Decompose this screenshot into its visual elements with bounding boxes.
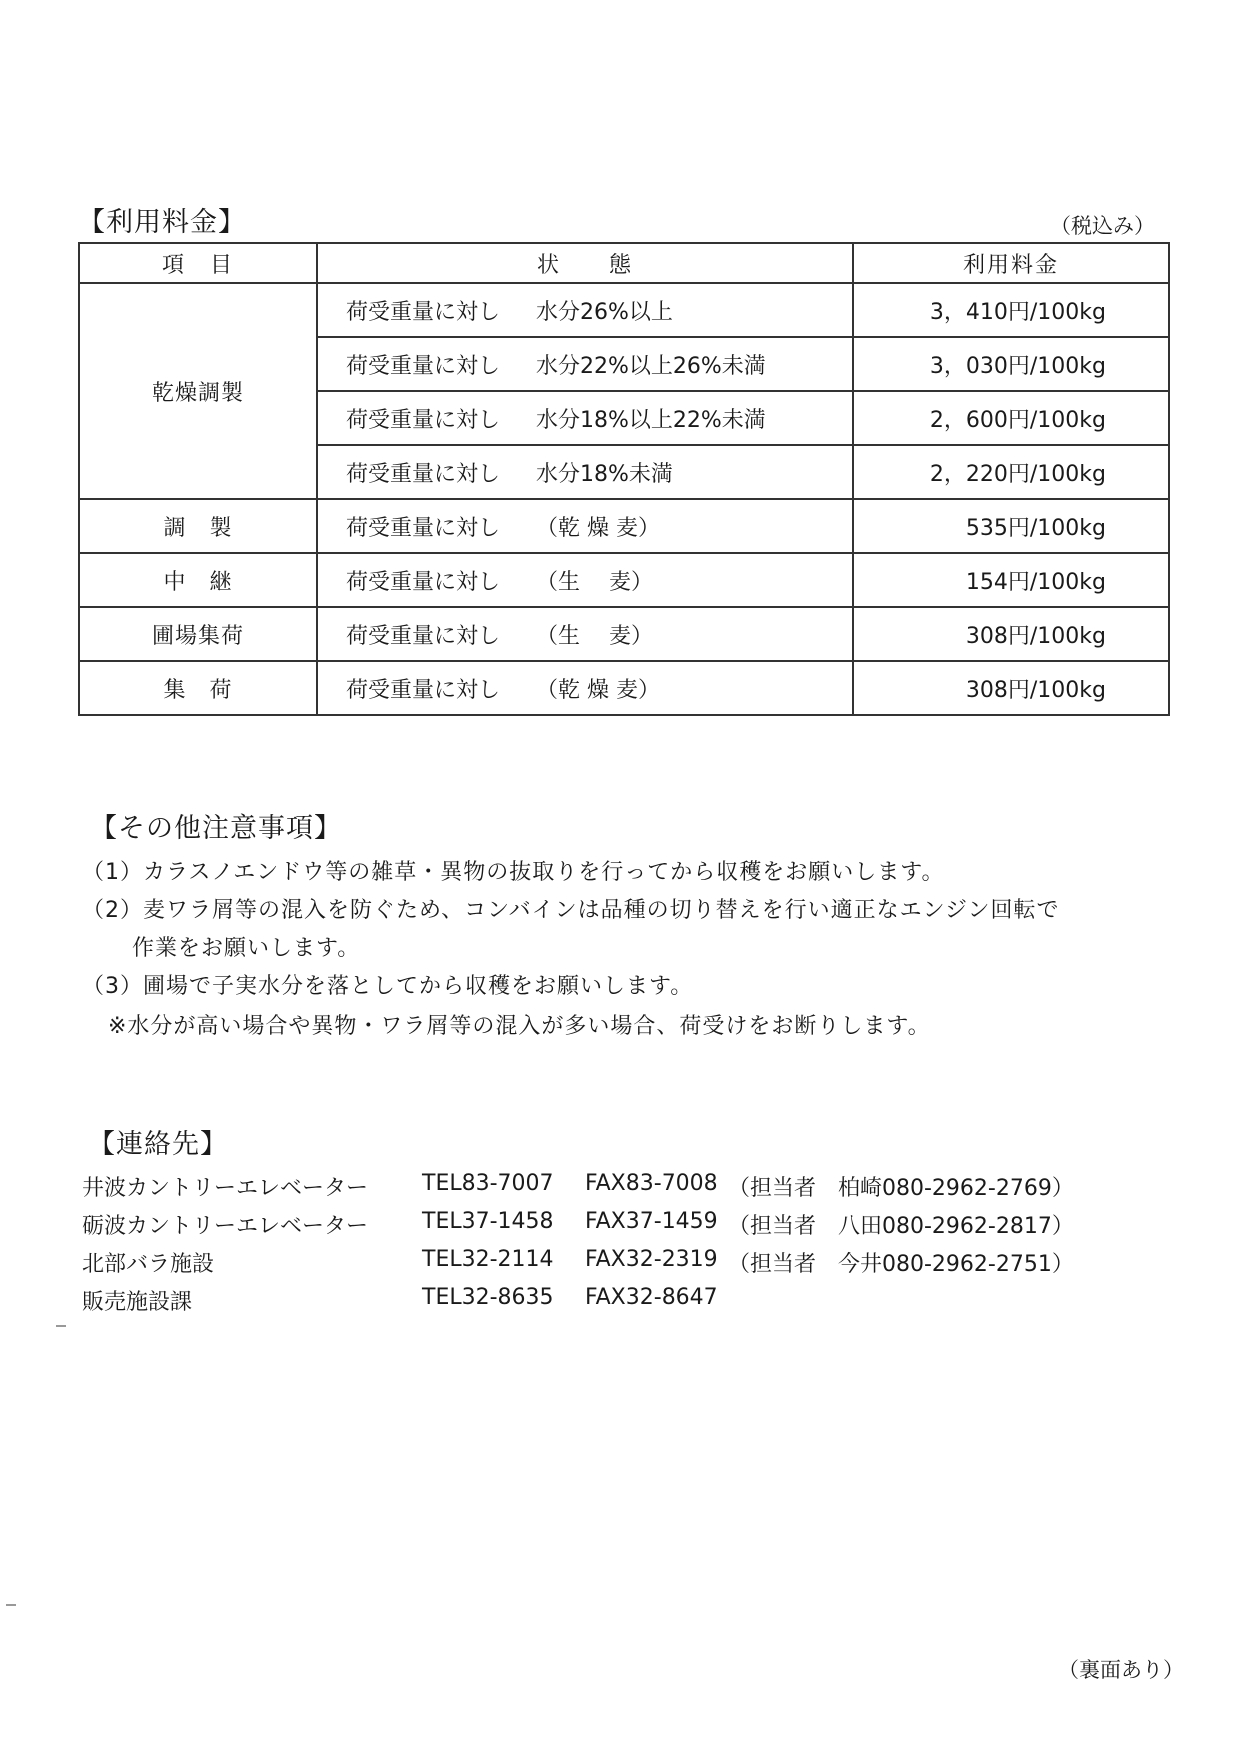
contact-row — [82, 1247, 1082, 1277]
contact-row — [82, 1171, 1082, 1201]
header-condition: 状 態 — [317, 243, 853, 283]
contact-fax: FAX32-8647 — [585, 1285, 718, 1310]
contact-name: 北部バラ施設 — [82, 1252, 215, 1277]
row-price: 2，600円/100kg — [853, 391, 1169, 445]
table-row — [79, 661, 1169, 715]
scan-mark — [6, 1604, 16, 1606]
fees-title: 【利用料金】 — [78, 207, 246, 238]
condition-detail: （乾 燥 麦） — [536, 677, 660, 703]
row-condition — [317, 337, 853, 391]
contact-name: 砺波カントリーエレベーター — [82, 1214, 369, 1239]
contact-row — [82, 1285, 1082, 1315]
row-price: 308円/100kg — [853, 661, 1169, 715]
condition-basis: 荷受重量に対し — [346, 677, 501, 703]
row-item: 集 荷 — [79, 661, 317, 715]
condition-basis: 荷受重量に対し — [346, 407, 501, 433]
table-row — [79, 283, 1169, 337]
note-line: （2）麦ワラ屑等の混入を防ぐため、コンバインは品種の切り替えを行い適正なエンジン回転で — [82, 898, 1060, 923]
row-condition — [317, 661, 853, 715]
note-line: ※水分が高い場合や異物・ワラ屑等の混入が多い場合、荷受けをお断りします。 — [108, 1014, 931, 1039]
contact-tel: TEL32-2114 — [422, 1247, 554, 1272]
row-price: 154円/100kg — [853, 553, 1169, 607]
contacts-title: 【連絡先】 — [88, 1129, 228, 1160]
contact-fax: FAX83-7008 — [585, 1171, 718, 1196]
note-line: （3）圃場で子実水分を落としてから収穫をお願いします。 — [82, 974, 694, 999]
condition-detail: 水分18%以上22%未満 — [536, 407, 766, 433]
condition-detail: 水分18%未満 — [536, 461, 673, 487]
table-row — [79, 553, 1169, 607]
contact-tel: TEL32-8635 — [422, 1285, 554, 1310]
scan-mark — [56, 1325, 66, 1327]
condition-detail: （生 麦） — [536, 623, 653, 649]
contact-fax: FAX37-1459 — [585, 1209, 718, 1234]
notes-title: 【その他注意事項】 — [90, 813, 342, 844]
row-condition — [317, 445, 853, 499]
row-price: 3，030円/100kg — [853, 337, 1169, 391]
table-row — [79, 499, 1169, 553]
row-price: 2，220円/100kg — [853, 445, 1169, 499]
continued-note: （裏面あり） — [1058, 1658, 1184, 1682]
condition-basis: 荷受重量に対し — [346, 623, 501, 649]
tax-note: （税込み） — [1050, 214, 1155, 238]
contact-name: 販売施設課 — [82, 1290, 193, 1315]
condition-detail: 水分26%以上 — [536, 299, 673, 325]
condition-detail: （乾 燥 麦） — [536, 515, 660, 541]
row-item: 中 継 — [79, 553, 317, 607]
row-item: 調 製 — [79, 499, 317, 553]
row-condition — [317, 553, 853, 607]
contact-name: 井波カントリーエレベーター — [82, 1176, 369, 1201]
condition-basis: 荷受重量に対し — [346, 353, 501, 379]
contact-row — [82, 1209, 1082, 1239]
row-price: 535円/100kg — [853, 499, 1169, 553]
row-condition — [317, 499, 853, 553]
contact-person: （担当者 八田080-2962-2817） — [728, 1214, 1074, 1239]
condition-basis: 荷受重量に対し — [346, 569, 501, 595]
note-line: （1）カラスノエンドウ等の雑草・異物の抜取りを行ってから収穫をお願いします。 — [82, 860, 945, 885]
row-condition — [317, 391, 853, 445]
contact-fax: FAX32-2319 — [585, 1247, 718, 1272]
contact-tel: TEL37-1458 — [422, 1209, 554, 1234]
condition-detail: （生 麦） — [536, 569, 653, 595]
table-row — [79, 607, 1169, 661]
note-line: 作業をお願いします。 — [132, 936, 361, 961]
condition-basis: 荷受重量に対し — [346, 515, 501, 541]
contact-person: （担当者 今井080-2962-2751） — [728, 1252, 1074, 1277]
row-price: 3，410円/100kg — [853, 283, 1169, 337]
row-price: 308円/100kg — [853, 607, 1169, 661]
header-item: 項 目 — [79, 243, 317, 283]
condition-basis: 荷受重量に対し — [346, 461, 501, 487]
fees-table — [78, 242, 1170, 716]
contact-person: （担当者 柏崎080-2962-2769） — [728, 1176, 1074, 1201]
row-condition — [317, 283, 853, 337]
table-header-row — [79, 243, 1169, 283]
condition-basis: 荷受重量に対し — [346, 299, 501, 325]
row-condition — [317, 607, 853, 661]
row-item: 圃場集荷 — [79, 607, 317, 661]
header-fee: 利用料金 — [853, 243, 1169, 283]
row-item: 乾燥調製 — [79, 283, 317, 499]
condition-detail: 水分22%以上26%未満 — [536, 353, 766, 379]
contact-tel: TEL83-7007 — [422, 1171, 554, 1196]
